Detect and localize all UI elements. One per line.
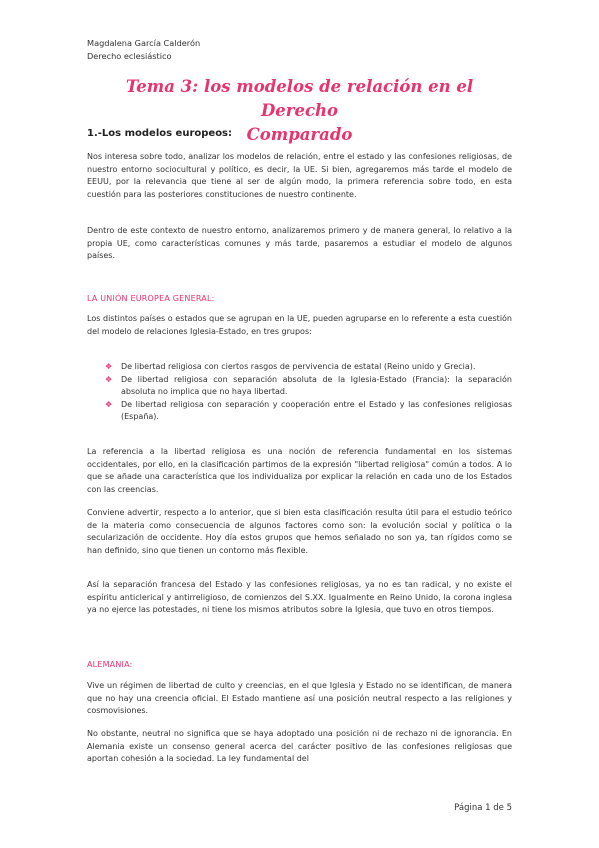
paragraph: Dentro de este contexto de nuestro entorno, analizaremos primero y de manera general, lo relativo a la propia UE, como características comunes y más tarde, pasaremos a estudiar el modelo de algunos países. (87, 226, 512, 261)
page-header (87, 37, 200, 63)
paragraph: Vive un régimen de libertad de culto y creencias, en el que Iglesia y Estado no se identifican, de manera que no hay una creencia oficial. El Estado mantiene así una posición neutral respecto a las religiones y cosmovisiones. (87, 681, 512, 716)
diamond-bullet-icon: ❖ (105, 362, 113, 371)
paragraph: La referencia a la libertad religiosa es una noción de referencia fundamental en los sistemas occidentales, por ello, en la clasificación partimos de la expresión "libertad religiosa" común a todos. A lo que se añade una característica que los individualiza por explicar la relación en cada uno de los Estados con las creencias. (87, 447, 512, 494)
paragraph: No obstante, neutral no significa que se haya adoptado una posición ni de rechazo ni de ignorancia. En Alemania existe un consenso general acerca del carácter positivo de las confesiones religiosas que aportan cohesión a la sociedad. La ley fundamental del (87, 729, 512, 764)
author-name: Magdalena García Calderón (87, 38, 201, 48)
diamond-bullet-icon: ❖ (105, 399, 113, 409)
subject-name: Derecho eclesiástico (87, 51, 172, 61)
groups-list (105, 361, 512, 424)
list-item: ❖ De libertad religiosa con separación y cooperación entre el Estado y las confesiones religiosas (España). (105, 399, 512, 422)
list-item: ❖ De libertad religiosa con ciertos rasgos de pervivencia de estatal (Reino unido y Grecia). (105, 361, 512, 374)
diamond-bullet-icon: ❖ (105, 374, 113, 384)
title-line-2: Comparado (246, 125, 353, 144)
paragraph: Conviene advertir, respecto a lo anterior, que si bien esta clasificación resulta útil para el estudio teórico de la materia como consecuencia de algunos factores como son: la evolución social y política o la secularización de occidente. Hoy día estos grupos que hemos señalado no son ya, tan rígidos como se han definido, sino que tienen un contorno más flexible. (87, 508, 512, 555)
paragraph: Los distintos países o estados que se agrupan en la UE, pueden agruparse en lo referente a esta cuestión del modelo de relaciones Iglesia-Estado, en tres grupos: (87, 314, 512, 336)
section-heading: 1.-Los modelos europeos: (87, 128, 233, 139)
list-item: ❖ De libertad religiosa con separación absoluta de la Iglesia-Estado (Francia): la separación absoluta no implica que no haya libertad. (105, 374, 512, 397)
paragraph: Así la separación francesa del Estado y las confesiones religiosas, ya no es tan radical, y no existe el espíritu anticlerical y antirreligioso, de comienzos del S.XX. Igualmente en Reino Unido, la corona inglesa ya no ejerce las potestades, ni tiene los mismos atributos sobre la Iglesia, que tuvo en otros tiempos. (87, 580, 512, 615)
page-number: Página 1 de 5 (454, 803, 512, 813)
subsection-heading-alemania: ALEMANIA: (87, 660, 133, 669)
subsection-heading-ue: LA UNIÓN EUROPEA GENERAL: (87, 294, 215, 303)
title-line-1: Tema 3: los modelos de relación en el Derecho (125, 77, 474, 120)
paragraph: Nos interesa sobre todo, analizar los modelos de relación, entre el estado y las confesiones religiosas, de nuestro entorno sociocultural y político, es decir, la UE. Si bien, agregaremos más tarde el modelo de EEUU, por la relevancia que tiene al ser de algún modo, la primera referencia sobre todo, en esta cuestión para las posteriores constituciones de nuestro continente. (87, 152, 512, 199)
